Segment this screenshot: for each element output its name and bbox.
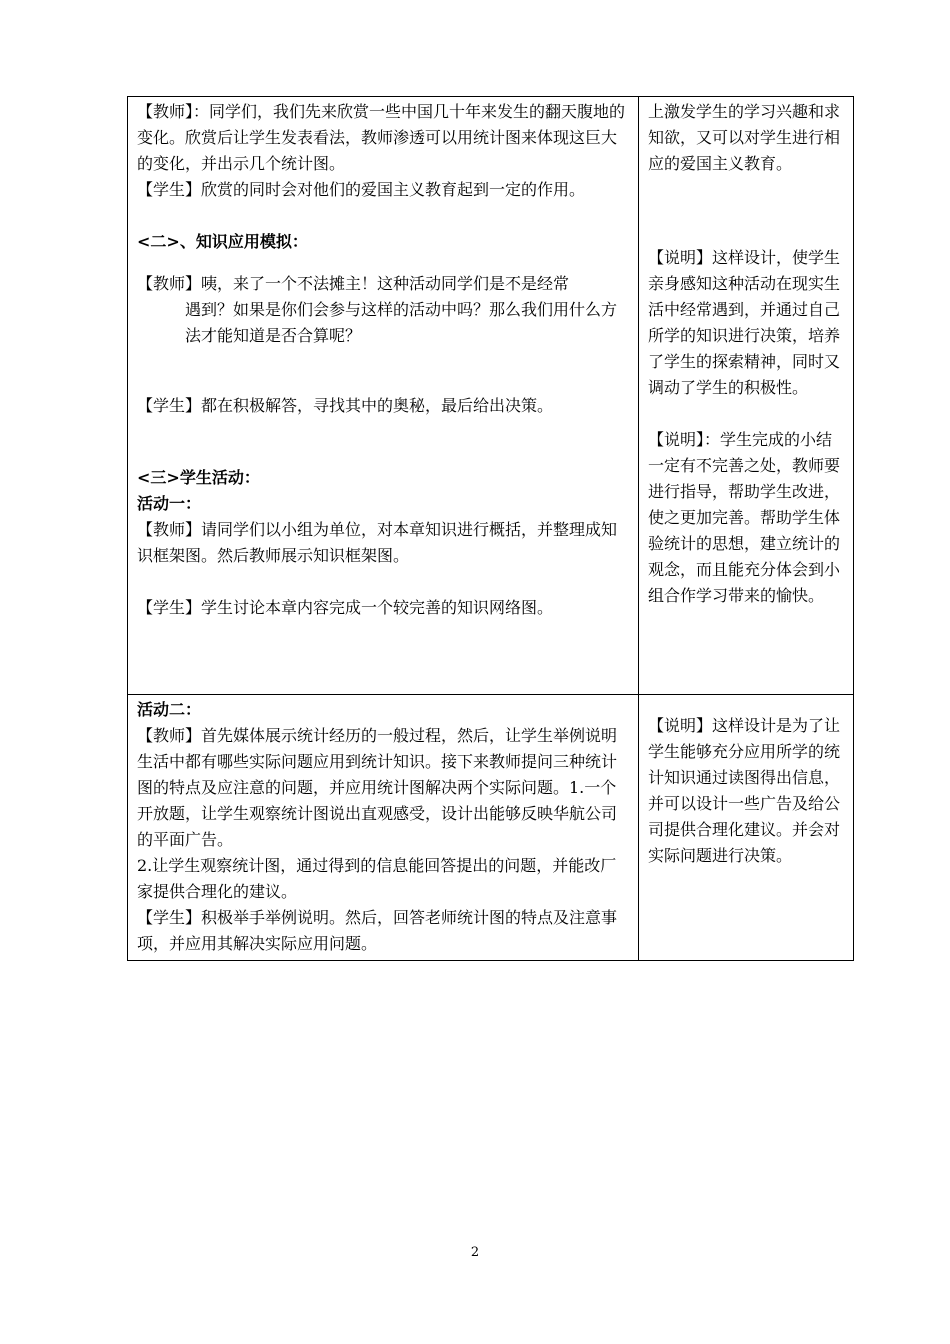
explanation-cell <box>639 695 854 961</box>
table-row <box>128 695 854 961</box>
page-number: 2 <box>470 1245 480 1260</box>
student-paragraph: 【学生】都在积极解答，寻找其中的奥秘，最后给出决策。 <box>137 396 554 415</box>
explanation-text: 【说明】这样设计是为了让学生能够充分应用所学的统计知识通过读图得出信息，并可以设计一些广告及给公司提供合理化建议。并会对实际问题进行决策。 <box>648 716 841 865</box>
section-heading: <二>、知识应用模拟： <box>137 232 308 251</box>
table-row <box>128 97 854 695</box>
student-paragraph: 【学生】学生讨论本章内容完成一个较完善的知识网络图。 <box>137 598 554 617</box>
explanation-text: 上激发学生的学习兴趣和求知欲，又可以对学生进行相应的爱国主义教育。 <box>648 102 841 173</box>
activity-cell <box>128 695 639 961</box>
explanation-text: 【说明】这样设计，使学生亲身感知这种活动在现实生活中经常遇到，并通过自己所学的知识进行决策，培养了学生的探索精神，同时又调动了学生的积极性。 <box>648 248 841 397</box>
student-paragraph: 【学生】积极举手举例说明。然后，回答老师统计图的特点及注意事项，并应用其解决实际应用问题。 <box>137 908 618 953</box>
activity-cell <box>128 97 639 695</box>
section-heading: <三>学生活动： <box>137 468 260 487</box>
teacher-paragraph: 【教师】：同学们，我们先来欣赏一些中国几十年来发生的翻天腹地的变化。欣赏后让学生发表看法，教师渗透可以用统计图来体现这巨大的变化，并出示几个统计图。 <box>137 102 626 173</box>
teacher-paragraph: 【教师】首先媒体展示统计经历的一般过程，然后，让学生举例说明生活中都有哪些实际问题应用到统计知识。接下来教师提问三种统计图的特点及应注意的问题，并应用统计图解决两个实际问题。1.一个开放题，让学生观察统计图说出直观感受，设计出能够反映华航公司的平面广告。 <box>137 726 618 849</box>
student-paragraph: 【学生】欣赏的同时会对他们的爱国主义教育起到一定的作用。 <box>137 180 586 199</box>
explanation-cell <box>639 97 854 695</box>
activity-heading: 活动一： <box>137 494 202 513</box>
teacher-paragraph: 【教师】请同学们以小组为单位，对本章知识进行概括，并整理成知识框架图。然后教师展示知识框架图。 <box>137 520 618 565</box>
teacher-paragraph: 【教师】咦，来了一个不法摊主！这种活动同学们是不是经常 <box>137 274 570 293</box>
teacher-paragraph-continued: 遇到？如果是你们会参与这样的活动中吗？那么我们用什么方法才能知道是否合算呢？ <box>185 300 618 345</box>
list-item: 2.让学生观察统计图，通过得到的信息能回答提出的问题，并能改厂家提供合理化的建议。 <box>137 856 617 901</box>
lesson-plan-table <box>127 96 854 961</box>
explanation-text: 【说明】：学生完成的小结一定有不完善之处，教师要进行指导，帮助学生改进，使之更加完善。帮助学生体验统计的思想，建立统计的观念，而且能充分体会到小组合作学习带来的愉快。 <box>648 430 841 605</box>
activity-heading: 活动二： <box>137 700 202 719</box>
